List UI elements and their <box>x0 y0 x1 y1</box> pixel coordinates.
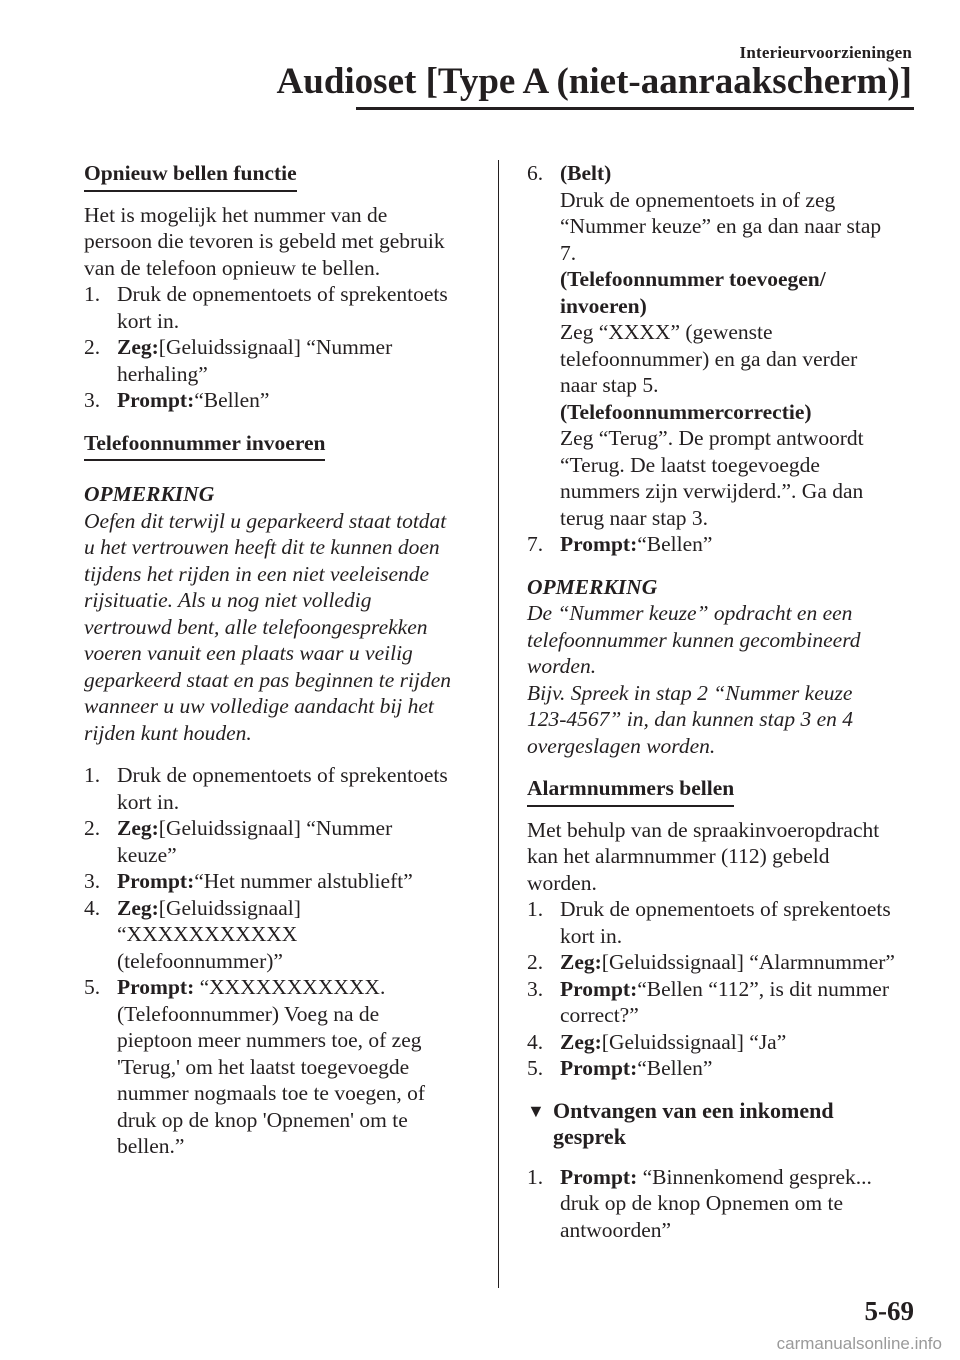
text-line: Prompt:“Bellen “112”, is dit nummer <box>560 976 889 1001</box>
continued-steps <box>527 160 927 558</box>
list-item <box>527 1055 927 1082</box>
step-label: Zeg: <box>117 895 159 920</box>
text-line: correct?” <box>560 1003 639 1027</box>
text-line: naar stap 5. <box>560 373 659 397</box>
text-line: nummers zijn verwijderd.”. Ga dan <box>560 479 864 503</box>
text-line: kort in. <box>117 789 180 814</box>
text-line: Prompt:“Bellen” <box>560 532 713 556</box>
text-line: geparkeerd staat en pas beginnen te rijden <box>84 667 452 692</box>
text-line: “XXXXXXXXXXX <box>117 922 298 946</box>
option-heading: invoeren) <box>560 293 647 318</box>
step-label: Prompt: <box>560 532 638 556</box>
text-line: Prompt:“Bellen” <box>560 1056 713 1080</box>
section-label: Interieurvoorzieningen <box>739 43 912 62</box>
step-number: 5. <box>84 975 101 999</box>
step-number: 3. <box>84 388 101 412</box>
step-number: 3. <box>84 869 101 893</box>
left-column <box>84 160 480 1160</box>
step-label: Prompt: <box>117 975 195 999</box>
list-item <box>84 895 480 975</box>
list-item <box>527 896 927 949</box>
text-line: Zeg “XXXX” (gewenste <box>560 320 773 344</box>
step-number: 2. <box>527 950 544 974</box>
text-line: rijden kunt houden. <box>84 720 252 745</box>
step-number: 6. <box>527 161 544 185</box>
text-line: keuze” <box>117 842 177 867</box>
section-emergency <box>527 775 927 1082</box>
header-rule <box>356 107 914 110</box>
text-line: Oefen dit terwijl u geparkeerd staat totdat <box>84 508 447 533</box>
step-label: Prompt: <box>560 976 638 1001</box>
step-label: Prompt: <box>560 1056 638 1080</box>
subsection-heading-text <box>553 1098 927 1150</box>
step-list <box>527 896 927 1082</box>
triangle-marker-icon: ▼ <box>527 1100 545 1121</box>
text-line: kort in. <box>117 308 180 333</box>
text-line: telefoonnummer) en ga dan verder <box>560 346 858 371</box>
step-number: 4. <box>527 1029 544 1054</box>
text-line: pieptoon meer nummers toe, of zeg <box>117 1028 422 1052</box>
step-list <box>84 762 480 1160</box>
step-label: Zeg: <box>560 1029 602 1054</box>
text-line: (telefoonnummer)” <box>117 948 283 973</box>
list-item <box>527 1029 927 1056</box>
text-line: herhaling” <box>117 361 208 386</box>
text-line: rijsituatie. Als u nog niet volledig <box>84 588 372 612</box>
text-line: druk op de knop 'Opnemen' om te <box>117 1107 408 1132</box>
step-list <box>84 281 480 414</box>
list-item <box>527 976 927 1029</box>
section-incoming-call <box>527 1098 927 1244</box>
section-enter-number <box>84 430 480 1160</box>
text-line: tijdens het rijden in een niet veeleisende <box>84 561 430 586</box>
text-line: Het is mogelijk het nummer van de <box>84 202 388 227</box>
text-line: Prompt:“Het nummer alstublieft” <box>117 869 413 893</box>
text-line: Zeg “Terug”. De prompt antwoordt <box>560 426 864 450</box>
step-label: Prompt: <box>117 388 195 412</box>
step-label: Zeg: <box>117 816 159 840</box>
text-line: persoon die tevoren is gebeld met gebruik <box>84 229 445 253</box>
list-item <box>527 160 927 531</box>
step-number: 1. <box>84 282 101 306</box>
step-label: Zeg: <box>117 335 159 359</box>
text-line: Druk de opnementoets of sprekentoets <box>117 282 448 306</box>
text-line: kort in. <box>560 923 623 948</box>
intro-text <box>527 817 927 897</box>
note-heading: OPMERKING <box>527 574 658 599</box>
text-line: voeren vanuit een plaats waar u veilig <box>84 641 413 665</box>
note-heading: OPMERKING <box>84 482 215 506</box>
note-text <box>84 508 480 747</box>
text-line: Prompt:“Bellen” <box>117 388 270 412</box>
list-item <box>84 387 480 414</box>
right-column <box>527 160 927 1243</box>
option-heading: (Telefoonnummercorrectie) <box>560 399 812 424</box>
option-heading: (Belt) <box>560 161 612 185</box>
step-number: 1. <box>527 1164 544 1189</box>
subsection-heading <box>527 1098 927 1150</box>
text-line: Zeg:[Geluidssignaal] “Nummer <box>117 816 393 840</box>
step-number: 1. <box>84 763 101 787</box>
list-item <box>84 974 480 1160</box>
step-number: 3. <box>527 976 544 1001</box>
step-number: 7. <box>527 532 544 556</box>
list-item <box>84 334 480 387</box>
list-item <box>84 815 480 868</box>
text-line: Druk de opnementoets of sprekentoets <box>560 897 891 921</box>
text-line: druk op de knop Opnemen om te <box>560 1191 844 1215</box>
text-line: telefoonnummer kunnen gecombineerd <box>527 627 861 652</box>
step-label: Zeg: <box>560 950 602 974</box>
list-item <box>527 949 927 976</box>
text-line: Prompt: “XXXXXXXXXXX. <box>117 975 386 999</box>
text-line: kan het alarmnummer (112) gebeld <box>527 844 830 868</box>
list-item <box>84 868 480 895</box>
text-line: gesprek <box>553 1123 626 1149</box>
text-line: worden. <box>527 654 597 678</box>
step-number: 1. <box>527 897 544 921</box>
list-item <box>84 762 480 815</box>
column-divider <box>498 160 499 1288</box>
text-line: bellen.” <box>117 1134 185 1158</box>
text-line: Prompt: “Binnenkomend gesprek... <box>560 1164 872 1189</box>
section-heading: Opnieuw bellen functie <box>84 160 297 192</box>
text-line: (Telefoonnummer) Voeg na de <box>117 1001 380 1026</box>
text-line: Bijv. Spreek in stap 2 “Nummer keuze <box>527 680 853 705</box>
text-line: Zeg:[Geluidssignaal] “Nummer <box>117 335 393 359</box>
page-title: Audioset [Type A (niet-aanraakscherm)] <box>276 61 912 102</box>
text-line: 7. <box>560 240 577 265</box>
text-line: Ontvangen van een inkomend <box>553 1097 834 1123</box>
text-line: Zeg:[Geluidssignaal] “Alarmnummer” <box>560 950 895 974</box>
intro-text <box>84 202 480 282</box>
step-number: 2. <box>84 335 101 359</box>
text-line: worden. <box>527 870 597 895</box>
text-line: Met behulp van de spraakinvoeropdracht <box>527 817 880 842</box>
text-line: terug naar stap 3. <box>560 505 709 530</box>
text-line: vertrouwd bent, alle telefoongesprekken <box>84 614 428 639</box>
text-line: Druk de opnementoets in of zeg <box>560 187 836 212</box>
list-item <box>527 531 927 558</box>
step-list <box>527 1164 927 1244</box>
text-line: De “Nummer keuze” opdracht en een <box>527 601 853 625</box>
list-item <box>84 281 480 334</box>
text-line: “Terug. De laatst toegevoegde <box>560 452 820 477</box>
section-heading: Alarmnummers bellen <box>527 775 734 807</box>
step-number: 2. <box>84 816 101 840</box>
step-label: Prompt: <box>560 1164 638 1189</box>
text-line: Druk de opnementoets of sprekentoets <box>117 763 448 787</box>
text-line: Zeg:[Geluidssignaal] <box>117 895 301 920</box>
text-line: antwoorden” <box>560 1217 672 1242</box>
text-line: Zeg:[Geluidssignaal] “Ja” <box>560 1029 787 1054</box>
text-line: overgeslagen worden. <box>527 733 716 758</box>
step-number: 5. <box>527 1056 544 1080</box>
section-heading: Telefoonnummer invoeren <box>84 430 325 462</box>
text-line: van de telefoon opnieuw te bellen. <box>84 255 381 280</box>
section-redial <box>84 160 480 414</box>
text-line: 123-4567” in, dan kunnen stap 3 en 4 <box>527 707 854 731</box>
note-text <box>527 600 927 759</box>
step-number: 4. <box>84 895 101 920</box>
text-line: nummer nogmaals toe te voegen, of <box>117 1081 426 1105</box>
watermark: carmanualsonline.info <box>776 1334 942 1353</box>
text-line: u het vertrouwen heeft dit te kunnen doen <box>84 535 440 559</box>
list-item <box>527 1164 927 1244</box>
step-label: Prompt: <box>117 869 195 893</box>
text-line: 'Terug,' om het laatst toegevoegde <box>117 1054 410 1079</box>
text-line: “Nummer keuze” en ga dan naar stap <box>560 214 882 238</box>
text-line: wanneer u uw volledige aandacht bij het <box>84 694 434 718</box>
option-heading: (Telefoonnummer toevoegen/ <box>560 267 826 291</box>
page-number: 5-69 <box>864 1296 914 1326</box>
